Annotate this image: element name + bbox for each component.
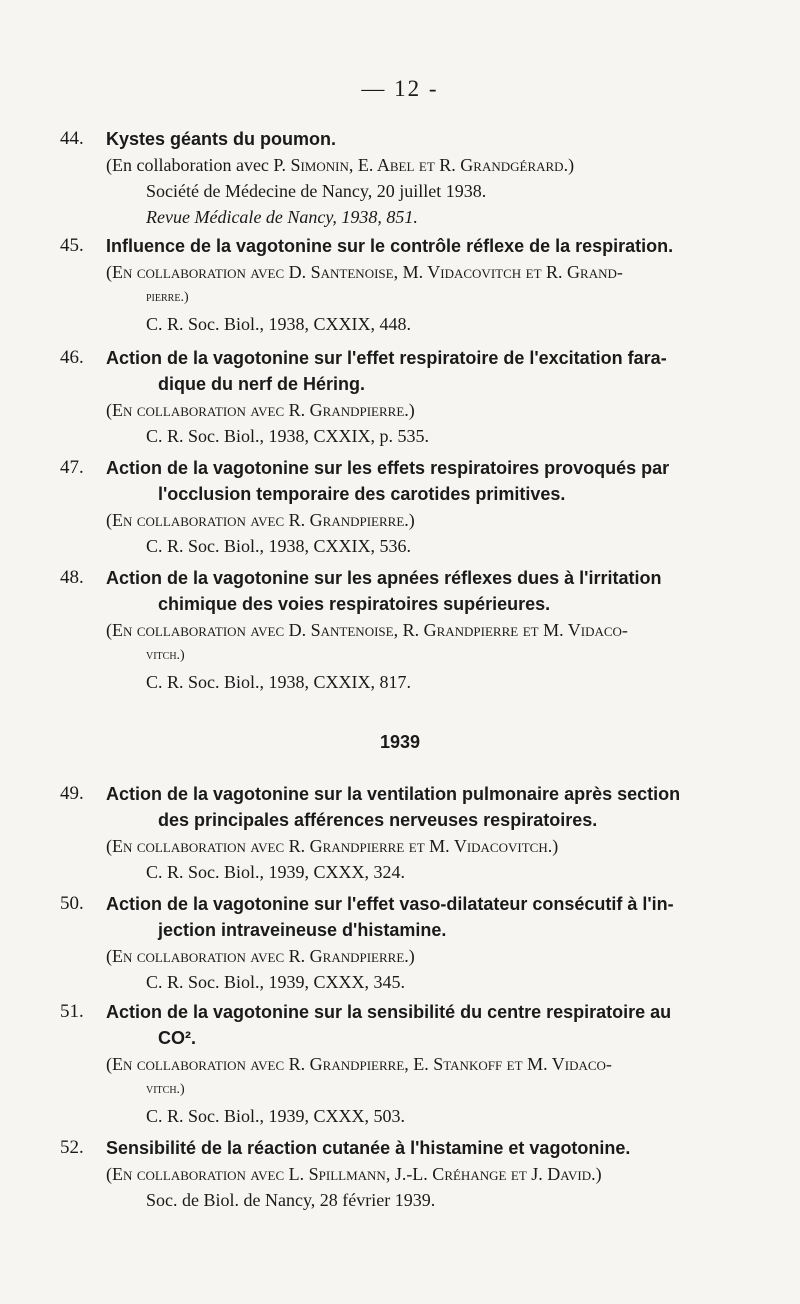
entry-collaboration: (En collaboration avec L. Spillmann, J.-L. Créhange et J. David.) <box>106 1164 602 1184</box>
year-heading: 1939 <box>379 732 421 752</box>
entry-title: Kystes géants du poumon. <box>106 129 337 149</box>
entry-title: Action de la vagotonine sur l'effet respiratoire de l'excitation fara- <box>106 348 667 368</box>
entry-reference: Société de Médecine de Nancy, 20 juillet 1938. <box>146 181 487 201</box>
entry-collaboration: vitch.) <box>146 648 185 663</box>
entry-reference: C. R. Soc. Biol., 1939, CXXX, 324. <box>146 862 406 882</box>
entry-collaboration: (En collaboration avec D. Santenoise, M. Vidacovitch et R. Grand- <box>106 262 623 282</box>
entry-reference: C. R. Soc. Biol., 1938, CXXIX, 448. <box>146 314 412 334</box>
entry-title: CO². <box>158 1028 196 1048</box>
entry-collaboration: (En collaboration avec R. Grandpierre.) <box>106 510 415 530</box>
entry-reference: C. R. Soc. Biol., 1939, CXXX, 345. <box>146 972 406 992</box>
entry-title: Action de la vagotonine sur les apnées réflexes dues à l'irritation <box>106 568 662 588</box>
entry-collaboration <box>106 153 574 177</box>
entry-number: 51. <box>60 1001 84 1022</box>
entry-title: Action de la vagotonine sur l'effet vaso-dilatateur consécutif à l'in- <box>106 894 674 914</box>
entry-number: 52. <box>60 1137 84 1158</box>
entry-title: Action de la vagotonine sur la ventilation pulmonaire après section <box>106 784 681 804</box>
entry-number: 47. <box>60 457 84 478</box>
entry-title: Sensibilité de la réaction cutanée à l'histamine et vagotonine. <box>106 1138 631 1158</box>
entry-collaboration: vitch.) <box>146 1082 185 1097</box>
entry-collaboration: (En collaboration avec D. Santenoise, R. Grandpierre et M. Vidaco- <box>106 620 628 640</box>
entry-title: dique du nerf de Héring. <box>158 374 366 394</box>
page-number: — 12 - <box>361 76 439 101</box>
entry-collaboration: (En collaboration avec R. Grandpierre.) <box>106 400 415 420</box>
entry-reference: C. R. Soc. Biol., 1939, CXXX, 503. <box>146 1106 406 1126</box>
entry-reference: C. R. Soc. Biol., 1938, CXXIX, 536. <box>146 536 412 556</box>
entry-title: Action de la vagotonine sur les effets respiratoires provoqués par <box>106 458 670 478</box>
entry-title: des principales afférences nerveuses respiratoires. <box>158 810 598 830</box>
entry-number: 50. <box>60 893 84 914</box>
entry-reference: C. R. Soc. Biol., 1938, CXXIX, 817. <box>146 672 412 692</box>
entry-title: Influence de la vagotonine sur le contrôle réflexe de la respiration. <box>106 236 674 256</box>
entry-reference: C. R. Soc. Biol., 1938, CXXIX, p. 535. <box>146 426 430 446</box>
entry-collaboration: pierre.) <box>146 290 189 305</box>
entry-title: chimique des voies respiratoires supérieures. <box>158 594 551 614</box>
entry-number: 45. <box>60 235 84 256</box>
entry-reference: Revue Médicale de Nancy, 1938, 851. <box>146 207 418 227</box>
entry-number: 49. <box>60 783 84 804</box>
entry-title: Action de la vagotonine sur la sensibilité du centre respiratoire au <box>106 1002 672 1022</box>
collab-names: Simonin, E. Abel et R. Grandgérard.) <box>290 155 575 175</box>
entry-collaboration: (En collaboration avec R. Grandpierre, E. Stankoff et M. Vidaco- <box>106 1054 612 1074</box>
entry-reference: Soc. de Biol. de Nancy, 28 février 1939. <box>146 1190 436 1210</box>
entry-title: jection intraveineuse d'histamine. <box>158 920 447 940</box>
entry-number: 48. <box>60 567 84 588</box>
entry-collaboration: (En collaboration avec R. Grandpierre.) <box>106 946 415 966</box>
entry-title: l'occlusion temporaire des carotides primitives. <box>158 484 566 504</box>
entry-number: 44. <box>60 128 84 149</box>
collab-prefix: (En collaboration avec P. <box>106 155 291 175</box>
entry-number: 46. <box>60 347 84 368</box>
entry-collaboration: (En collaboration avec R. Grandpierre et M. Vidacovitch.) <box>106 836 559 856</box>
